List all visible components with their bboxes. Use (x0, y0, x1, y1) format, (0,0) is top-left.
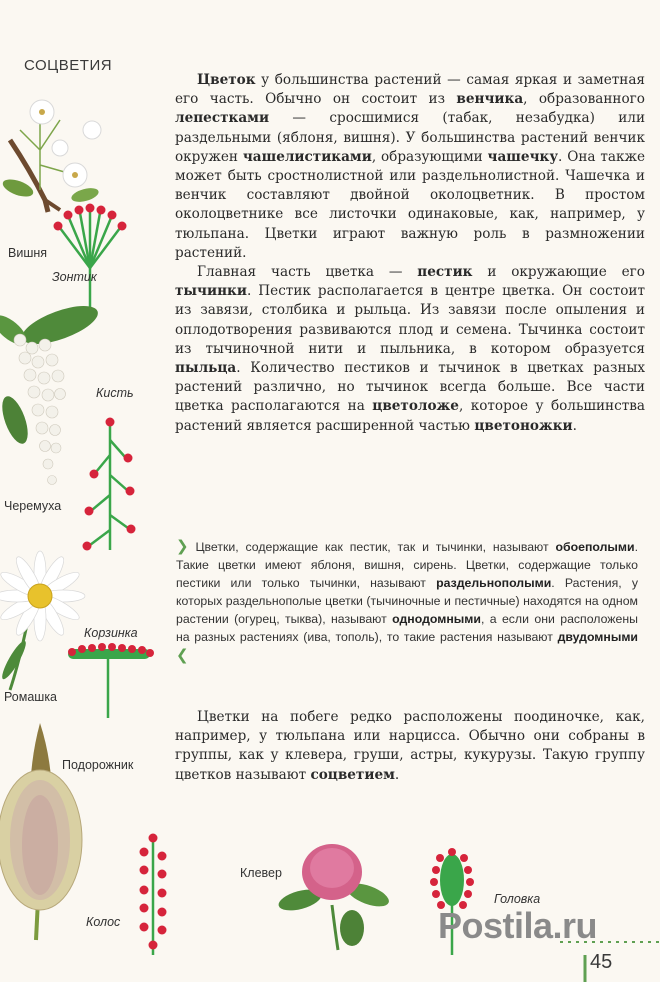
text-run: . (572, 417, 577, 434)
bold-term: тычинки (175, 283, 247, 300)
text-run: . Она также может быть сростнолистной или раздельнолистной. Чашечка и венчик составляют двойной околоцветник. В простом околоцветнике все листочки одинаковые, как, например, у тюльпана. Цветки играют важную роль в размножении растений. (175, 148, 646, 261)
text-run: . Количество пестиков и тычинок в цветках разных растений различно, но тычинок всегда больше. Все части цветка располагаются на (175, 360, 645, 415)
umbel-scheme (60, 211, 120, 318)
text-run: , а если они расположены на разных растениях (ива, тополь), то такие растения называют (176, 612, 638, 645)
section-title: СОЦВЕТИЯ (24, 57, 113, 74)
raceme-scheme (90, 425, 128, 550)
bold-term: соцветием (310, 766, 395, 783)
bold-term: чашелистиками (242, 148, 372, 165)
label-korzinka: Корзинка (84, 626, 138, 640)
bold-term: двудомными (557, 630, 638, 645)
bold-term: лепестками (175, 110, 270, 127)
text-run: . (394, 766, 400, 783)
label-klever: Клевер (240, 866, 282, 880)
text-run: , образующими (371, 148, 488, 165)
bold-term: пыльца (175, 360, 237, 377)
main-text-top (175, 71, 645, 436)
daisy-illustration (0, 551, 85, 690)
paragraph-inflorescence (175, 708, 645, 785)
note-text (176, 540, 638, 644)
text-run: — сросшимися (табак, незабудка) или раздельными (яблоня, вишня). У большинства растений венчик окружен (175, 110, 645, 165)
bold-term: цветоножки (474, 417, 573, 434)
text-run: . Растения, у которых раздельнополые цветки (тычиночные и пестичные) находятся на одном растении (огурец, тыква), называют (176, 576, 638, 627)
label-kolos: Колос (86, 915, 121, 929)
watermark: Postila.ru (438, 905, 598, 946)
bold-term: раздельнополыми (436, 576, 552, 591)
note-close-arrow-icon: ❮ (176, 646, 189, 664)
label-podorozhnik: Подорожник (62, 758, 134, 772)
cherry-illustration (1, 100, 101, 212)
text-run: Главная часть цветка — (197, 264, 418, 281)
plantain-illustration (0, 723, 82, 940)
text-run: , которое у большинства растений является расширенной частью (175, 398, 645, 434)
bold-term: обоеполыми (555, 540, 635, 554)
bold-term: Цветок (197, 72, 256, 88)
label-zontik: Зонтик (52, 270, 97, 284)
paragraph-pistil (175, 263, 645, 436)
text-run: и окружающие его (472, 264, 645, 281)
label-golovka: Головка (494, 892, 541, 906)
text-run: у большинства растений — самая яркая и заметная его часть. Обычно он состоит из (175, 72, 645, 108)
bold-term: венчика (456, 91, 524, 108)
text-run: Цветки на побеге редко расположены поодиночке, как, например, у тюльпана или нарцисса. Обычно они собраны в группы, как у клевера, груши, астры, кукурузы. Такую группу цветков называют (175, 709, 645, 783)
bird-cherry-illustration (0, 298, 102, 484)
definition-note (176, 538, 638, 665)
clover-illustration (276, 844, 391, 950)
capitulum-scheme (68, 643, 154, 718)
page-number: 45 (590, 951, 613, 973)
label-cheremukha: Черемуха (4, 499, 62, 513)
label-vishnya: Вишня (8, 246, 48, 260)
text-run: . Пестик располагается в центре цветка. Он состоит из завязи, столбика и рыльца. Из завязи после опыления и оплодотворения развиваются плод и семена. Тычинка состоит из тычиночной нити и пыльника, в котором образуется (175, 283, 645, 357)
label-romashka: Ромашка (4, 690, 58, 704)
text-run: . Такие цветки имеют яблоня, вишня, сирень. Цветки, содержащие только пестики или только тычинки, называют (176, 540, 638, 591)
label-kist: Кисть (96, 386, 134, 400)
note-open-arrow-icon: ❯ (176, 538, 189, 555)
bold-term: однодомными (392, 612, 481, 627)
bold-term: пестик (417, 264, 473, 281)
text-run: , образованного (523, 91, 645, 108)
spike-scheme (140, 834, 167, 956)
bold-term: чашечку (487, 148, 559, 165)
bold-term: цветоложе (372, 398, 459, 415)
main-text-bottom (175, 708, 645, 785)
text-run: Цветки, содержащие как пестик, так и тычинки, называют (195, 540, 556, 554)
paragraph-flower (175, 71, 645, 263)
